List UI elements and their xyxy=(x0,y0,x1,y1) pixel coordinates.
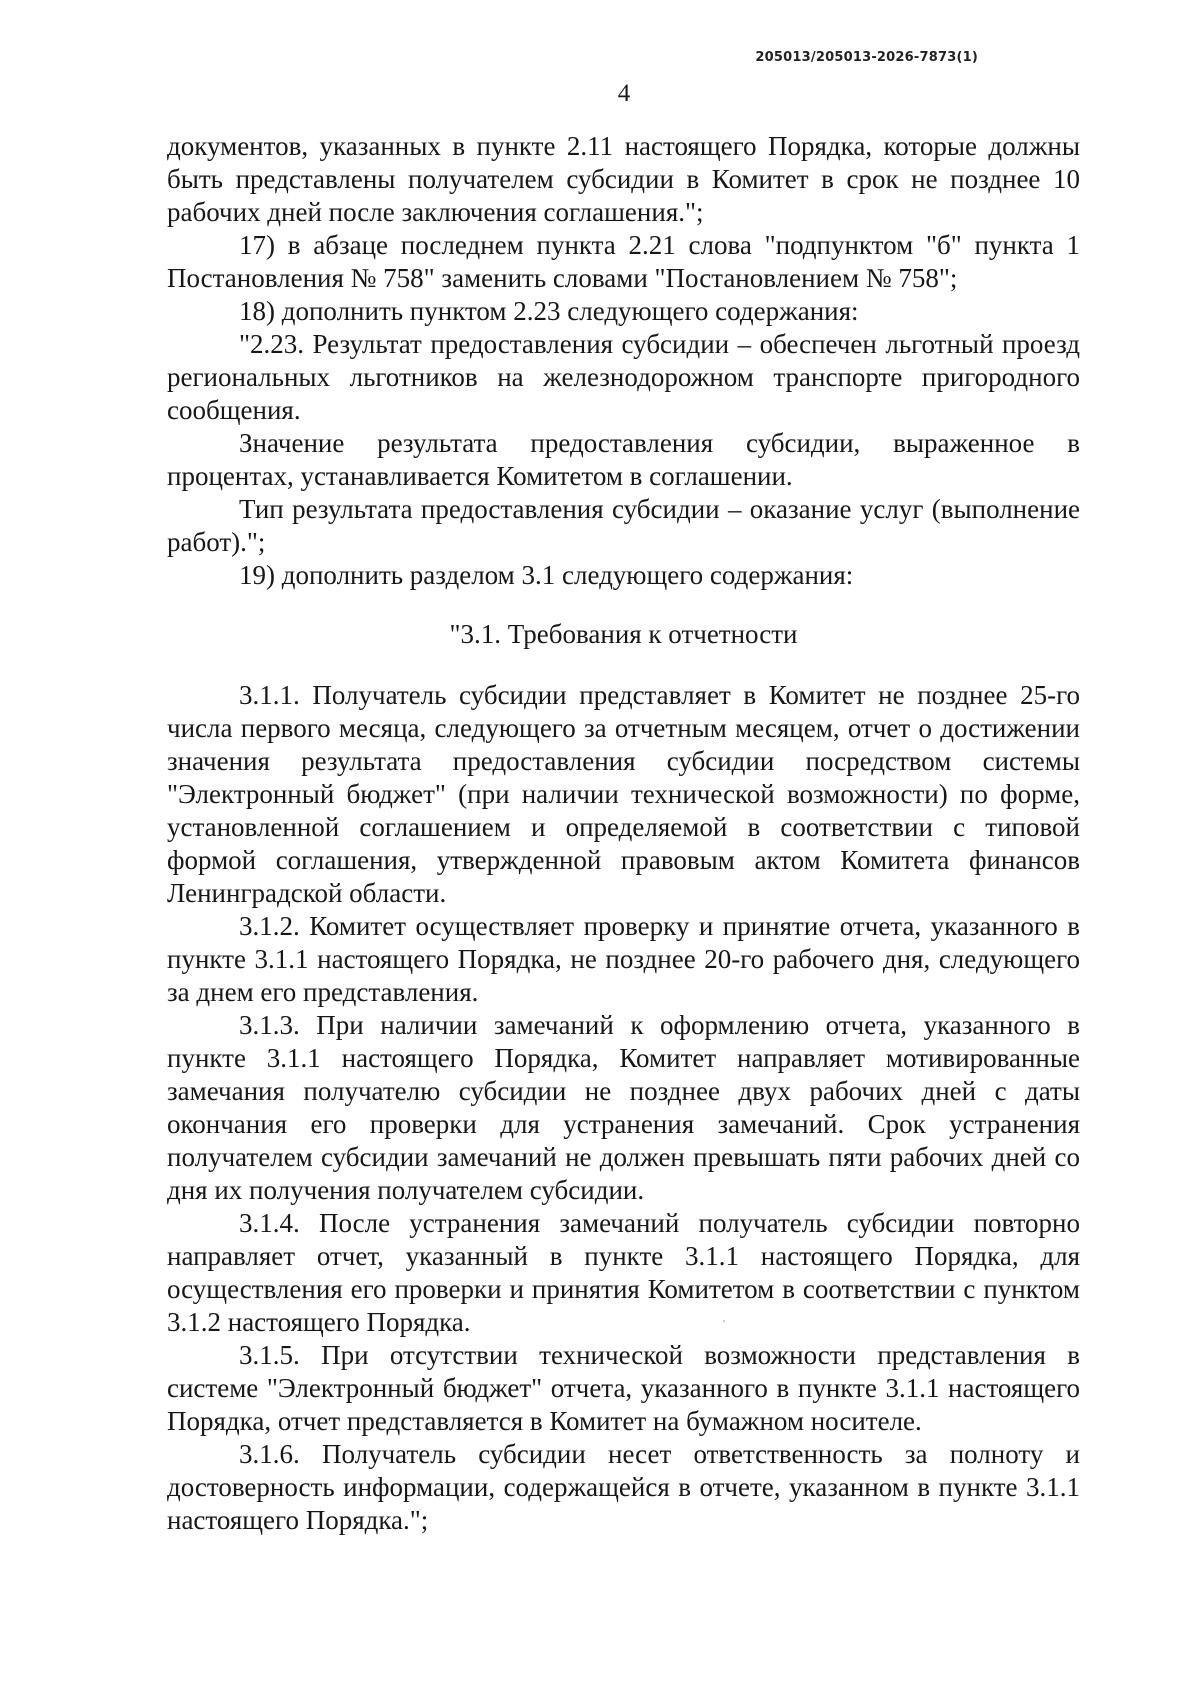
paragraph-3-1-1: 3.1.1. Получатель субсидии представляет в Комитет не позднее 25-го числа первого месяца, следующего за отчетным месяцем, отчет о достижении значения результата предоставления субсидии посредством системы "Электронный бюджет" (при наличии технической возможности) по форме, установленной соглашением и определяемой в соответствии с типовой формой соглашения, утвержденной правовым актом Комитета финансов Ленинградской области. xyxy=(167,680,1080,908)
paragraph-3-1-6: 3.1.6. Получатель субсидии несет ответственность за полноту и достоверность информации, содержащейся в отчете, указанном в пункте 3.1.1 настоящего Порядка."; xyxy=(167,1439,1080,1535)
document-body xyxy=(167,130,1080,1537)
paragraph-result-type: Тип результата предоставления субсидии – оказание услуг (выполнение работ)."; xyxy=(167,494,1080,557)
paragraph-item-18: 18) дополнить пунктом 2.23 следующего содержания: xyxy=(239,296,859,326)
paragraph-item-17: 17) в абзаце последнем пункта 2.21 слова "подпунктом "б" пункта 1 Постановления № 758" заменить словами "Постановлением № 758"; xyxy=(167,230,1080,293)
paragraph-3-1-4: 3.1.4. После устранения замечаний получатель субсидии повторно направляет отчет, указанный в пункте 3.1.1 настоящего Порядка, для осуществления его проверки и принятия Комитетом в соответствии с пунктом 3.1.2 настоящего Порядка. xyxy=(167,1208,1080,1337)
page-number: 4 xyxy=(617,80,631,107)
paragraph-3-1-3: 3.1.3. При наличии замечаний к оформлению отчета, указанного в пункте 3.1.1 настоящего Порядка, Комитет направляет мотивированные замечания получателю субсидии не позднее двух рабочих дней с даты окончания его проверки для устранения замечаний. Срок устранения получателем субсидии замечаний не должен превышать пяти рабочих дней со дня их получения получателем субсидии. xyxy=(167,1010,1080,1205)
paragraph-clause-2-23: "2.23. Результат предоставления субсидии – обеспечен льготный проезд региональных льготников на железнодорожном транспорте пригородного сообщения. xyxy=(167,329,1080,425)
paragraph-item-19: 19) дополнить разделом 3.1 следующего содержания: xyxy=(239,560,854,590)
scan-artifact xyxy=(723,1320,725,1322)
section-heading-3-1: "3.1. Требования к отчетности xyxy=(449,619,798,649)
paragraph-3-1-5: 3.1.5. При отсутствии технической возможности представления в системе "Электронный бюджет" отчета, указанного в пункте 3.1.1 настоящего Порядка, отчет представляется в Комитет на бумажном носителе. xyxy=(167,1340,1080,1436)
document-registration-number: 205013/205013-2026-7873(1) xyxy=(755,50,978,65)
paragraph-3-1-2: 3.1.2. Комитет осуществляет проверку и принятие отчета, указанного в пункте 3.1.1 настоящего Порядка, не позднее 20-го рабочего дня, следующего за днем его представления. xyxy=(167,911,1080,1007)
paragraph-continuation: документов, указанных в пункте 2.11 настоящего Порядка, которые должны быть представлены получателем субсидии в Комитет в срок не позднее 10 рабочих дней после заключения соглашения."; xyxy=(167,131,1080,227)
paragraph-result-value: Значение результата предоставления субсидии, выраженное в процентах, устанавливается Комитетом в соглашении. xyxy=(167,428,1080,491)
